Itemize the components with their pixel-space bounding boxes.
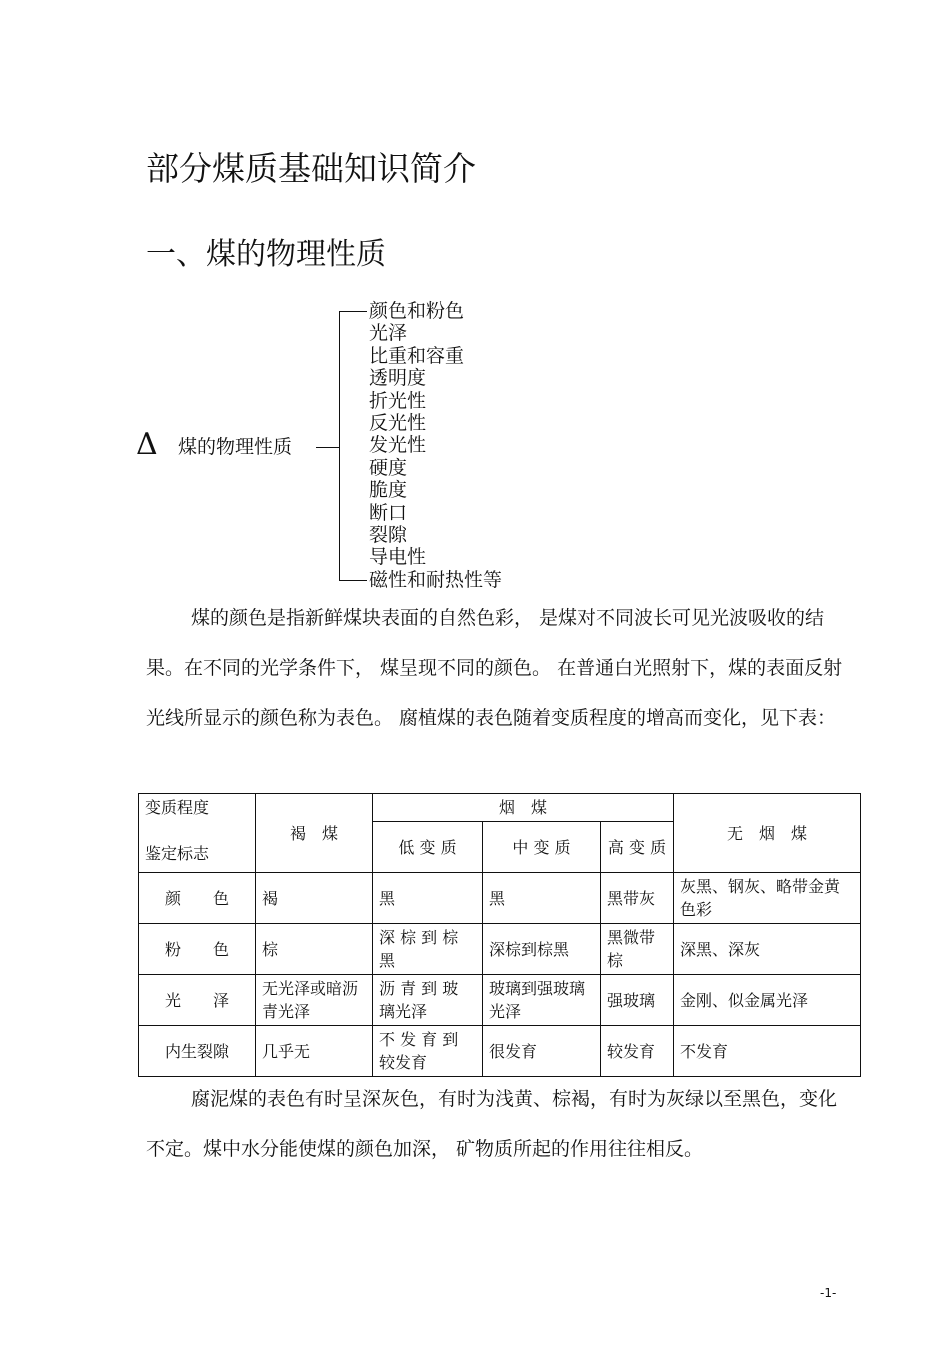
cell-low: 深 棕 到 棕 黑 bbox=[373, 924, 483, 975]
property-item: 比重和容重 bbox=[369, 344, 465, 367]
cell-mid: 很发育 bbox=[483, 1026, 601, 1077]
row-label: 内生裂隙 bbox=[139, 1026, 256, 1077]
header-anthracite: 无 烟 煤 bbox=[674, 794, 861, 873]
cell-anthracite: 不发育 bbox=[674, 1026, 861, 1077]
property-item: 发光性 bbox=[369, 434, 427, 457]
cell-high: 强玻璃 bbox=[601, 975, 674, 1026]
cell-anthracite: 金刚、似金属光泽 bbox=[674, 975, 861, 1026]
table-row bbox=[139, 1026, 861, 1077]
cell-lignite: 棕 bbox=[256, 924, 373, 975]
subheader-low: 低 变 质 bbox=[373, 822, 483, 873]
header-lignite: 褐 煤 bbox=[256, 794, 373, 873]
diagram-root-label: 煤的物理性质 bbox=[178, 436, 293, 458]
property-item: 导电性 bbox=[369, 546, 427, 569]
cell-low: 沥 青 到 玻 璃光泽 bbox=[373, 975, 483, 1026]
document-title: 部分煤质基础知识简介 bbox=[146, 149, 476, 188]
paragraph-sapropelic bbox=[146, 1074, 846, 1174]
cell-high: 黑微带棕 bbox=[601, 924, 674, 975]
bracket-top-tick bbox=[339, 311, 367, 312]
paragraph-color-intro bbox=[146, 593, 846, 743]
property-item: 磁性和耐热性等 bbox=[369, 568, 503, 591]
subheader-mid: 中 变 质 bbox=[483, 822, 601, 873]
row-label: 颜 色 bbox=[139, 873, 256, 924]
cell-anthracite: 灰黑、钢灰、略带金黄色彩 bbox=[674, 873, 861, 924]
section-heading: 一、煤的物理性质 bbox=[146, 237, 386, 272]
diagram-stem-line bbox=[316, 447, 340, 448]
diagram-bracket bbox=[339, 311, 340, 580]
header-bituminous: 烟 煤 bbox=[373, 794, 674, 822]
subheader-high: 高 变 质 bbox=[601, 822, 674, 873]
table-corner-cell bbox=[139, 794, 256, 873]
cell-lignite: 无光泽或暗沥青光泽 bbox=[256, 975, 373, 1026]
row-label: 光 泽 bbox=[139, 975, 256, 1026]
property-item: 裂隙 bbox=[369, 524, 408, 547]
corner-bottom-label: 鉴定标志 bbox=[145, 844, 210, 863]
paragraph-text: 腐泥煤的表色有时呈深灰色，有时为浅黄、棕褐，有时为灰绿以至黑色，变化不定。煤中水分能使煤的颜色加深， 矿物质所起的作用往往相反。 bbox=[146, 1088, 838, 1160]
cell-low: 黑 bbox=[373, 873, 483, 924]
paragraph-text: 煤的颜色是指新鲜煤块表面的自然色彩， 是煤对不同波长可见光波吸收的结果。在不同的光学条件下， 煤呈现不同的颜色。 在普通白光照射下，煤的表面反射光线所显示的颜色称为表色。 腐植煤的表色随着变质程度的增高而变化，见下表： bbox=[146, 607, 843, 729]
cell-low: 不 发 育 到 较发育 bbox=[373, 1026, 483, 1077]
cell-lignite: 几乎无 bbox=[256, 1026, 373, 1077]
table-row bbox=[139, 873, 861, 924]
cell-high: 较发育 bbox=[601, 1026, 674, 1077]
table-row bbox=[139, 975, 861, 1026]
cell-anthracite: 深黑、深灰 bbox=[674, 924, 861, 975]
page-number: -1- bbox=[820, 1286, 837, 1300]
property-list bbox=[369, 300, 502, 591]
property-item: 折光性 bbox=[369, 389, 427, 412]
coal-color-table bbox=[138, 793, 861, 1077]
bracket-bottom-tick bbox=[339, 580, 367, 581]
cell-high: 黑带灰 bbox=[601, 873, 674, 924]
cell-mid: 玻璃到强玻璃光泽 bbox=[483, 975, 601, 1026]
corner-top-label: 变质程度 bbox=[145, 798, 210, 817]
property-item: 颜色和粉色 bbox=[369, 300, 465, 322]
table-row bbox=[139, 924, 861, 975]
row-label: 粉 色 bbox=[139, 924, 256, 975]
property-item: 光泽 bbox=[369, 322, 408, 345]
delta-symbol: Δ bbox=[136, 427, 158, 462]
property-item: 反光性 bbox=[369, 412, 427, 435]
cell-mid: 黑 bbox=[483, 873, 601, 924]
property-item: 透明度 bbox=[369, 367, 427, 390]
cell-lignite: 褐 bbox=[256, 873, 373, 924]
property-item: 断口 bbox=[369, 501, 408, 524]
property-item: 硬度 bbox=[369, 456, 408, 479]
cell-mid: 深棕到棕黑 bbox=[483, 924, 601, 975]
property-item: 脆度 bbox=[369, 479, 408, 502]
